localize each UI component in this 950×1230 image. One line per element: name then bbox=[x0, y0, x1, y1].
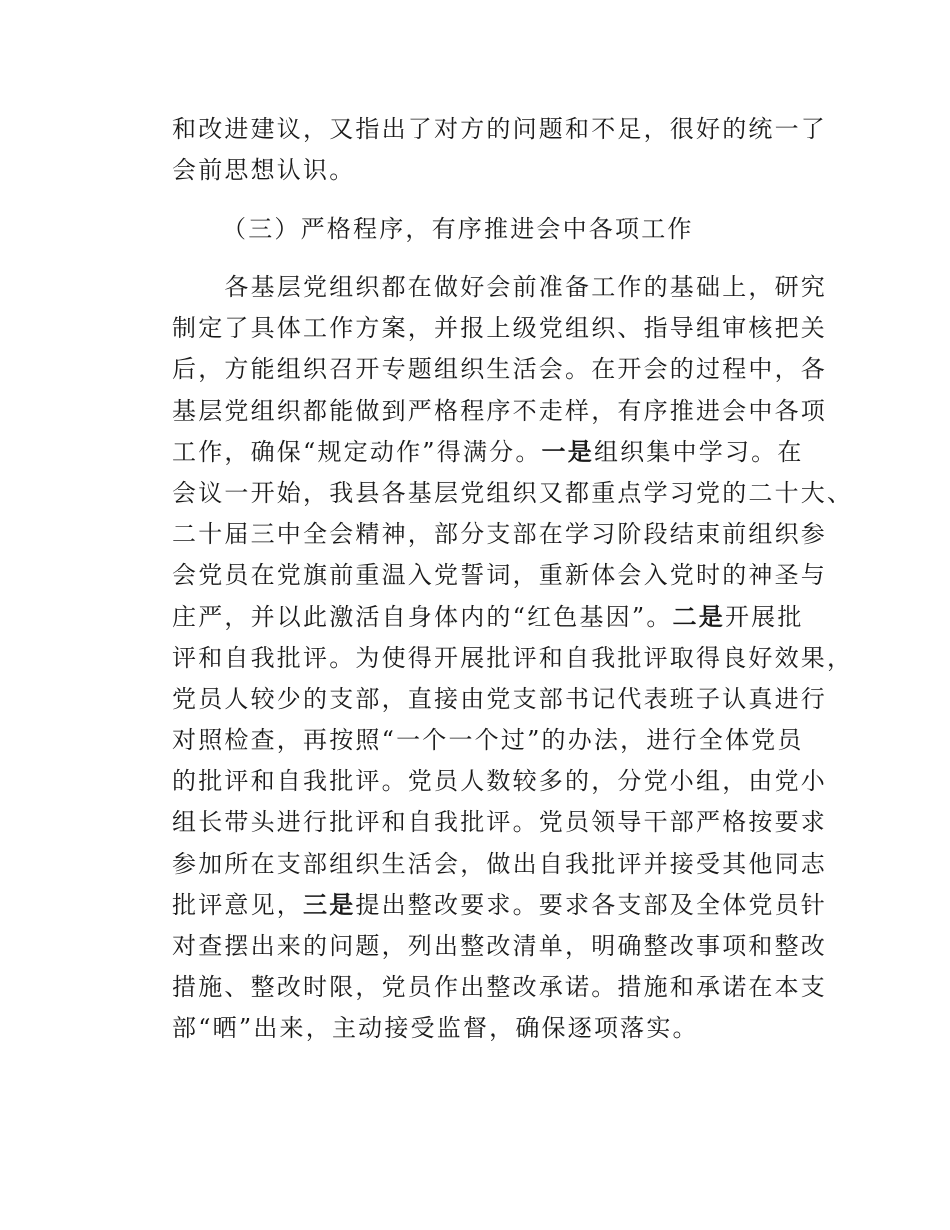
paragraph-line: 对照检查，再按照“一个一个过”的办法，进行全体党员 bbox=[172, 726, 804, 755]
paragraph-line bbox=[172, 597, 802, 638]
paragraph-line: 和改进建议，又指出了对方的问题和不足，很好的统一了 bbox=[172, 115, 827, 143]
paragraph-top bbox=[172, 109, 827, 191]
paragraph-line: 组长带头进行批评和自我批评。党员领导干部严格按要求 bbox=[172, 808, 827, 837]
paragraph-line: 对查摆出来的问题，列出整改清单，明确整改事项和整改 bbox=[172, 932, 827, 960]
line-text: 提出整改要求。要求各支部及全体党员针 bbox=[355, 890, 828, 919]
paragraph-line: 制定了具体工作方案，并报上级党组织、指导组审核把关 bbox=[172, 314, 827, 343]
heading-text: （三）严格程序，有序推进会中各项工作 bbox=[222, 215, 694, 243]
paragraph-line: 二十届三中全会精神，部分支部在学习阶段结束前组织参 bbox=[172, 520, 827, 549]
paragraph-line: 的批评和自我批评。党员人数较多的，分党小组，由党小 bbox=[172, 767, 827, 796]
line-text: 庄严，并以此激活自身体内的“红色基因”。 bbox=[172, 602, 673, 631]
paragraph-line: 后，方能组织召开专题组织生活会。在开会的过程中，各 bbox=[172, 355, 827, 384]
bold-marker-first: 一是 bbox=[541, 437, 594, 466]
paragraph-line bbox=[172, 885, 828, 926]
line-text: 开展批 bbox=[724, 602, 804, 631]
paragraph-line bbox=[172, 432, 802, 473]
bold-marker-second: 二是 bbox=[672, 602, 725, 631]
bold-marker-third: 三是 bbox=[303, 890, 356, 919]
line-text: 批评意见， bbox=[172, 890, 303, 919]
line-text: 组织集中学习。在 bbox=[593, 437, 804, 466]
paragraph-line: 评和自我批评。为使得开展批评和自我批评取得良好效果， bbox=[172, 643, 854, 672]
paragraph-line: 参加所在支部组织生活会，做出自我批评并接受其他同志 bbox=[172, 849, 827, 878]
paragraph-line: 措施、整改时限，党员作出整改承诺。措施和承诺在本支 bbox=[172, 973, 827, 1002]
section-heading bbox=[222, 209, 722, 250]
paragraph-line: 基层党组织都能做到严格程序不走样，有序推进会中各项 bbox=[172, 396, 827, 425]
line-text: 工作，确保“规定动作”得满分。 bbox=[172, 437, 542, 466]
paragraph-line: 会议一开始，我县各基层党组织又都重点学习党的二十大、 bbox=[172, 478, 854, 507]
paragraph-line: 党员人较少的支部，直接由党支部书记代表班子认真进行 bbox=[172, 684, 827, 713]
paragraph-line: 部“晒”出来，主动接受监督，确保逐项落实。 bbox=[172, 1014, 699, 1043]
paragraph-line: 会党员在党旗前重温入党誓词，重新体会入党时的神圣与 bbox=[172, 561, 827, 590]
paragraph-line: 会前思想认识。 bbox=[172, 156, 356, 185]
paragraph-main bbox=[172, 267, 854, 1050]
paragraph-line: 各基层党组织都在做好会前准备工作的基础上，研究 bbox=[172, 273, 827, 301]
